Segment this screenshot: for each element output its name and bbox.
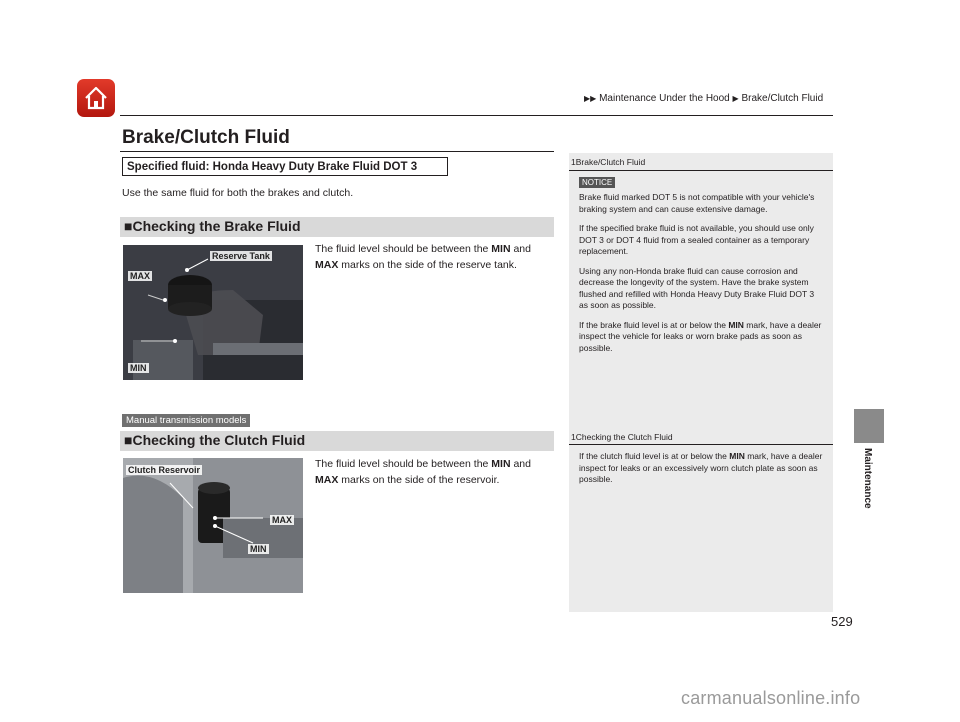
clutch-max-callout: MAX bbox=[272, 515, 292, 525]
brake-section-heading: ■Checking the Brake Fluid bbox=[124, 218, 301, 234]
section-tab-marker bbox=[854, 409, 884, 443]
note2-body bbox=[579, 451, 825, 494]
brake-min-callout: MIN bbox=[130, 363, 147, 373]
notice-badge: NOTICE bbox=[579, 177, 615, 188]
section-tab-label[interactable]: Maintenance bbox=[862, 448, 873, 509]
max-mark-label: MAX bbox=[315, 474, 339, 486]
note-ref-icon: 1 bbox=[571, 157, 576, 167]
note2-paragraph: If the clutch fluid level is at or below the MIN mark, have a dealer inspect for leaks or an excessively worn clutch plate as soon as possible. bbox=[579, 451, 823, 484]
breadcrumb-link-maintenance[interactable]: Maintenance Under the Hood bbox=[599, 93, 730, 104]
max-mark-label: MAX bbox=[315, 259, 339, 271]
clutch-reservoir-callout: Clutch Reservoir bbox=[128, 465, 201, 475]
note2-heading: 1Checking the Clutch Fluid bbox=[571, 432, 673, 442]
note2-rule bbox=[569, 444, 833, 445]
specified-fluid-box: Specified fluid: Honda Heavy Duty Brake Fluid DOT 3 bbox=[122, 157, 448, 176]
note1-paragraph: If the specified brake fluid is not available, you should use only DOT 3 or DOT 4 fluid from a sealed container as a temporary replacement. bbox=[579, 223, 814, 256]
title-rule bbox=[120, 151, 554, 152]
clutch-section-heading: ■Checking the Clutch Fluid bbox=[124, 432, 306, 448]
breadcrumb-arrow-icon: ▶ bbox=[732, 94, 739, 103]
model-tag: Manual transmission models bbox=[122, 414, 250, 427]
brake-check-text: The fluid level should be between the MIN and MAX marks on the side of the reserve tank. bbox=[315, 243, 531, 271]
section-square-icon: ■ bbox=[124, 218, 133, 234]
brake-max-callout: MAX bbox=[130, 271, 150, 281]
clutch-min-callout: MIN bbox=[250, 544, 267, 554]
note1-paragraph: Using any non-Honda brake fluid can cause corrosion and decrease the longevity of the system. Have the brake system flushed and refilled with Honda Heavy Duty Brake Fluid DOT 3 as soon as possible. bbox=[579, 265, 815, 310]
home-button[interactable] bbox=[77, 79, 115, 117]
min-mark-label: MIN bbox=[491, 243, 511, 255]
watermark: carmanualsonline.info bbox=[681, 688, 861, 708]
breadcrumb-current: Brake/Clutch Fluid bbox=[741, 93, 824, 104]
breadcrumb bbox=[584, 93, 823, 104]
page-title: Brake/Clutch Fluid bbox=[122, 127, 290, 148]
note1-body bbox=[579, 192, 825, 362]
section-square-icon: ■ bbox=[124, 432, 133, 448]
reserve-tank-callout: Reserve Tank bbox=[212, 251, 270, 261]
note1-heading: 1Brake/Clutch Fluid bbox=[571, 157, 646, 167]
min-mark-label: MIN bbox=[491, 458, 511, 470]
breadcrumb-arrow-icon: ▶▶ bbox=[584, 94, 597, 103]
page-number: 529 bbox=[831, 614, 853, 629]
intro-text: Use the same fluid for both the brakes and clutch. bbox=[122, 187, 354, 199]
home-icon bbox=[77, 79, 115, 117]
brake-reservoir-photo bbox=[123, 245, 303, 380]
note1-rule bbox=[569, 170, 833, 171]
clutch-check-text: The fluid level should be between the MIN and MAX marks on the side of the reservoir. bbox=[315, 458, 531, 486]
note1-paragraph: Brake fluid marked DOT 5 is not compatible with your vehicle's braking system and can cause extensive damage. bbox=[579, 192, 815, 214]
note1-paragraph: If the brake fluid level is at or below the MIN mark, have a dealer inspect the vehicle for leaks or worn brake pads as soon as possible. bbox=[579, 319, 822, 353]
header-rule bbox=[120, 115, 833, 116]
clutch-reservoir-photo bbox=[123, 458, 303, 593]
note-ref-icon: 1 bbox=[571, 432, 576, 442]
